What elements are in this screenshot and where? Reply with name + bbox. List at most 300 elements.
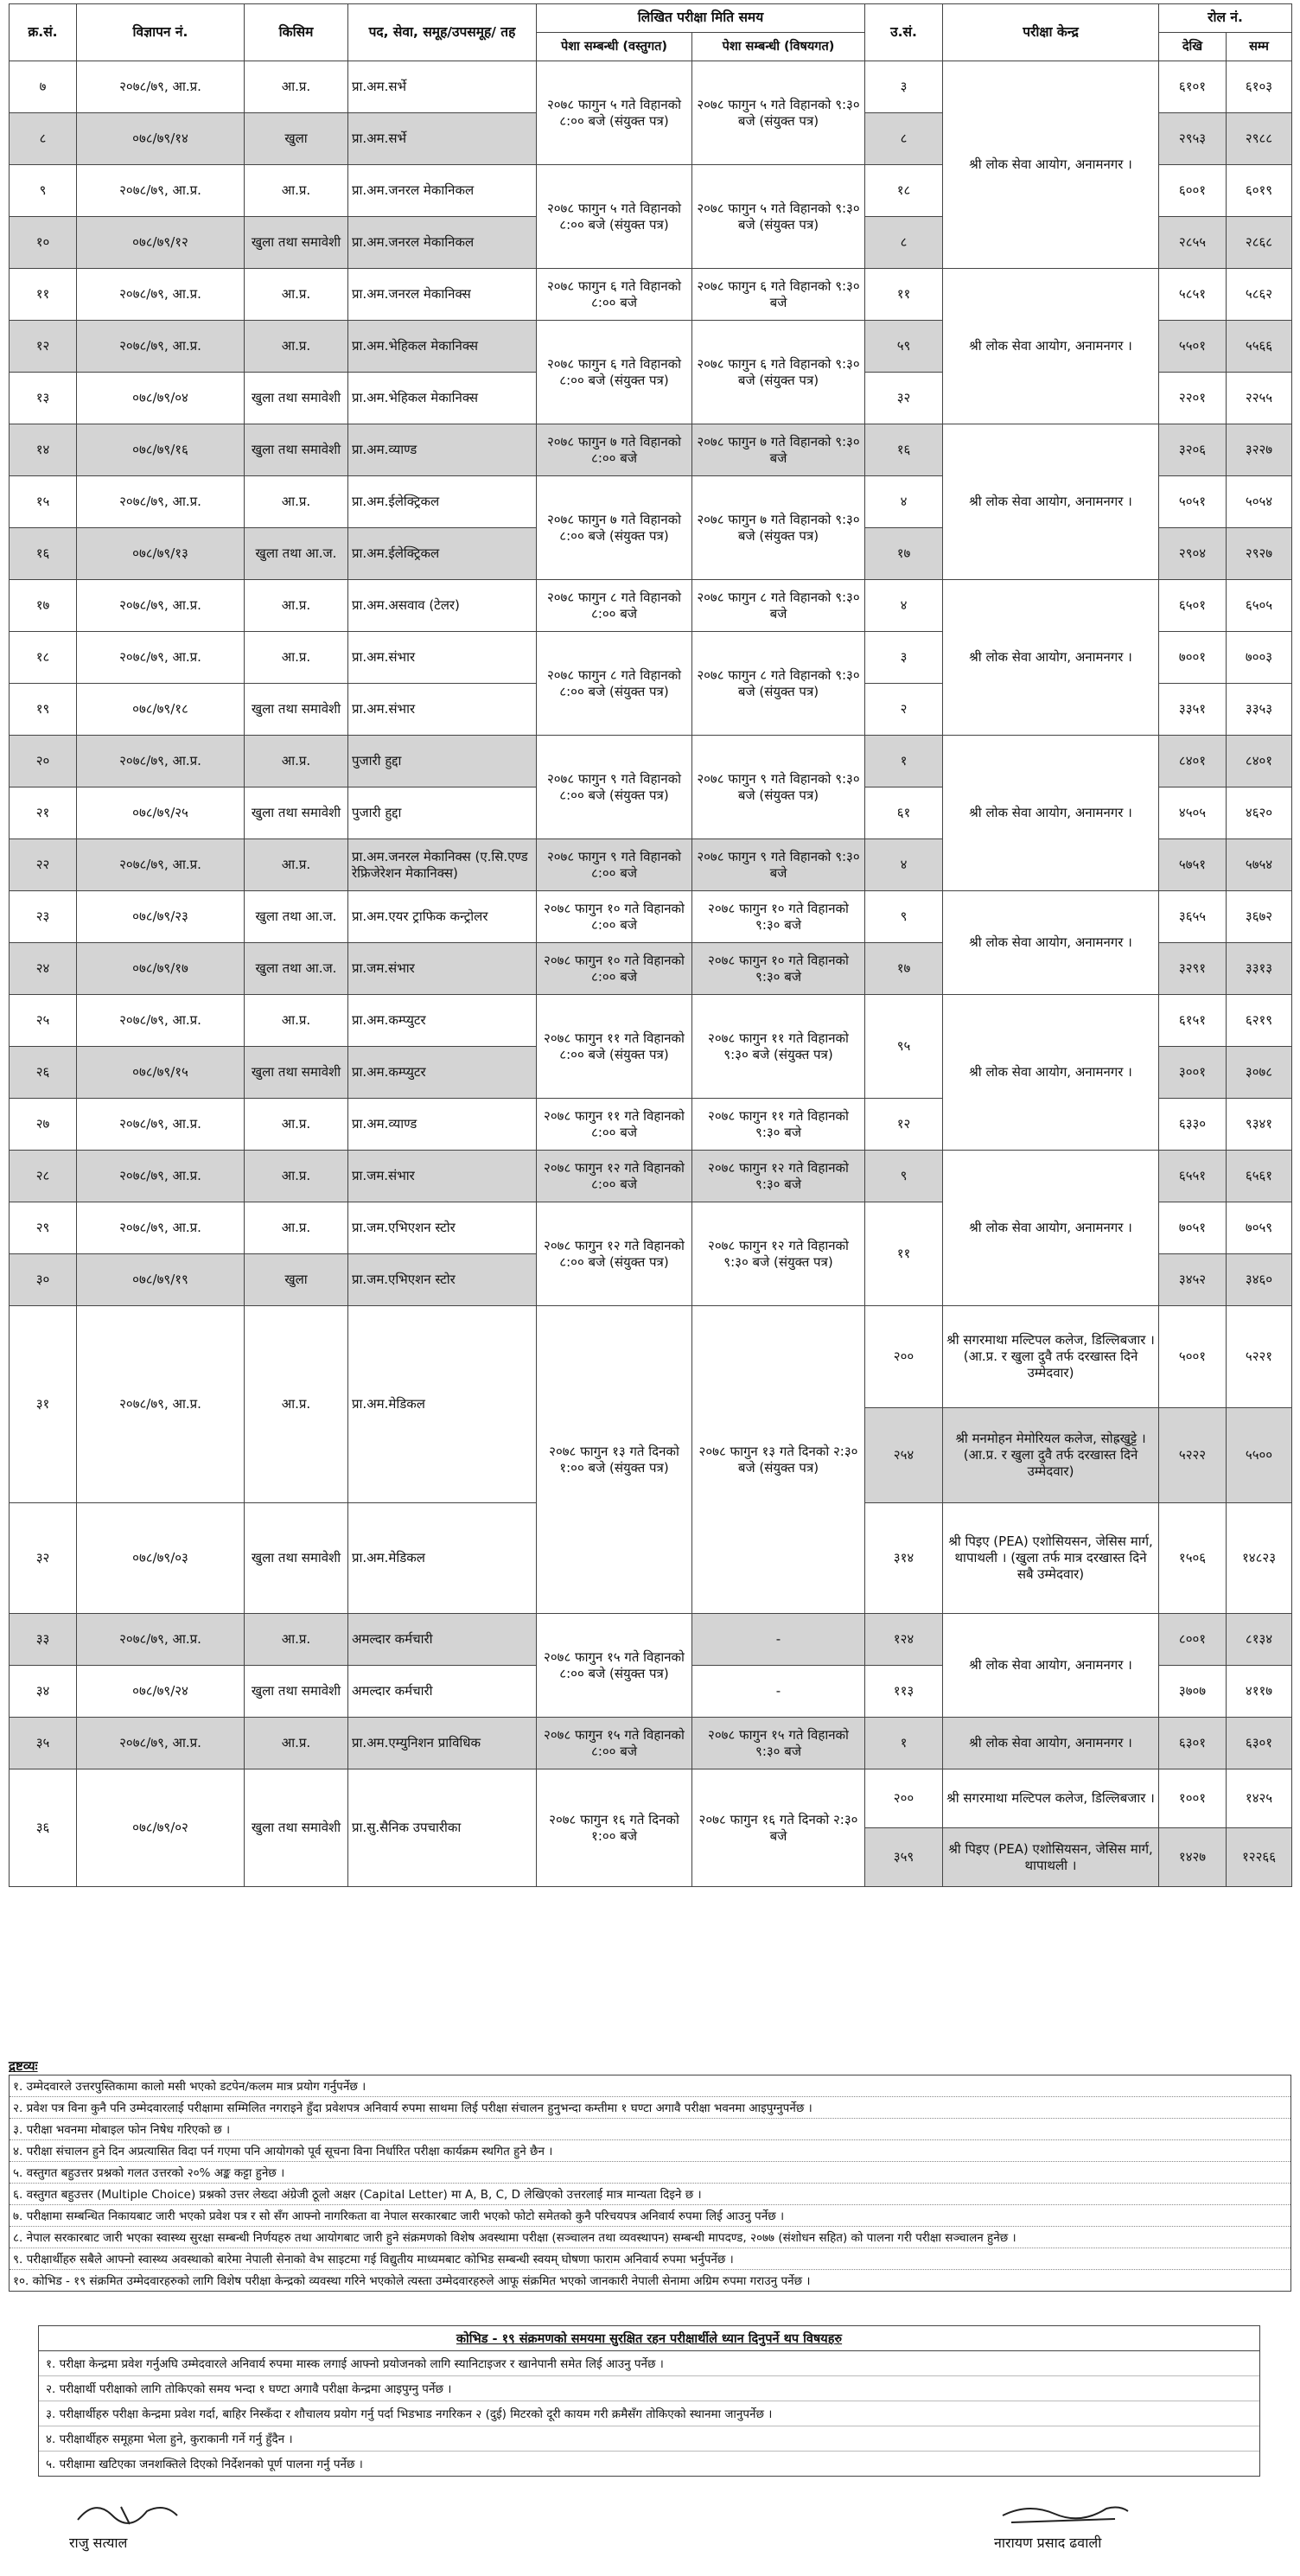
cell-candidates: १२ (865, 1099, 943, 1151)
cell-roll-to: २८६८ (1227, 217, 1292, 269)
cell-time-subjective: २०७८ फागुन १६ गते दिनको २:३० बजे (692, 1769, 865, 1887)
cell-center: श्री लोक सेवा आयोग, अनामनगर । (943, 891, 1159, 995)
cell-time-general: २०७८ फागुन ५ गते विहानको ८:०० बजे (संयुक्त पत्र) (537, 61, 692, 165)
note-item: १. उम्मेदवारले उत्तरपुस्तिकामा कालो मसी भएको डटपेन/कलम मात्र प्रयोग गर्नुपर्नेछ । (10, 2075, 1290, 2097)
cell-post: प्रा.जम.एभिएशन स्टोर (348, 1254, 537, 1306)
cell-candidates: ३५९ (865, 1828, 943, 1887)
cell-roll-from: १५०६ (1159, 1503, 1227, 1614)
cell-center: श्री पिइए (PEA) एशोसियसन, जेसिस मार्ग, थापाथली । (खुला तर्फ मात्र दरखास्त दिने सबै उम्मेदवार) (943, 1503, 1159, 1614)
notes-title: द्रष्टव्यः (9, 2058, 38, 2074)
cell-sn: २४ (10, 943, 77, 995)
cell-center: श्री लोक सेवा आयोग, अनामनगर । (943, 424, 1159, 580)
cell-ad: ०७८/७९/०३ (77, 1503, 245, 1614)
cell-post: प्रा.अम.एयर ट्राफिक कन्ट्रोलर (348, 891, 537, 943)
cell-ad: ०७८/७९/१४ (77, 113, 245, 165)
cell-roll-to: ४११७ (1227, 1666, 1292, 1718)
cell-roll-from: ३७०७ (1159, 1666, 1227, 1718)
cell-candidates: १२४ (865, 1614, 943, 1666)
cell-candidates: ११ (865, 269, 943, 321)
cell-ad: ०७८/७९/२३ (77, 891, 245, 943)
cell-type: खुला तथा समावेशी (245, 684, 348, 736)
cell-candidates: २ (865, 684, 943, 736)
cell-roll-to: ६१०३ (1227, 61, 1292, 113)
cell-sn: १७ (10, 580, 77, 632)
covid-item: ५. परीक्षामा खटिएका जनशक्तिले दिएको निर्देशनको पूर्ण पालना गर्नु पर्नेछ । (46, 2458, 363, 2471)
cell-roll-from: ३६५५ (1159, 891, 1227, 943)
cell-center: श्री लोक सेवा आयोग, अनामनगर । (943, 736, 1159, 891)
cell-candidates: २०० (865, 1769, 943, 1828)
cell-roll-to: १४२५ (1227, 1769, 1292, 1828)
cell-post: प्रा.अम.जनरल मेकानिकल (348, 165, 537, 217)
cell-roll-from: ६३३० (1159, 1099, 1227, 1151)
cell-roll-from: ५७५१ (1159, 839, 1227, 891)
cell-post: प्रा.अम.सर्भे (348, 61, 537, 113)
signature-right (994, 2490, 1132, 2552)
cell-roll-from: ८४०१ (1159, 736, 1227, 787)
cell-roll-from: १४२७ (1159, 1828, 1227, 1887)
cell-roll-to: ६५६१ (1227, 1151, 1292, 1202)
cell-roll-to: ६५०५ (1227, 580, 1292, 632)
note-item: ५. वस्तुगत बहुउत्तर प्रश्नको गलत उत्तरको २०% अङ्क कट्टा हुनेछ । (10, 2162, 1290, 2184)
cell-sn: २१ (10, 787, 77, 839)
cell-post: अमल्दार कर्मचारी (348, 1666, 537, 1718)
cell-candidates: १८ (865, 165, 943, 217)
cell-post: प्रा.अम.मेडिकल (348, 1503, 537, 1614)
cell-roll-to: ८४०१ (1227, 736, 1292, 787)
cell-post: प्रा.अम.ईलेक्ट्रिकल (348, 476, 537, 528)
cell-sn: ३१ (10, 1306, 77, 1503)
cell-roll-from: ३००१ (1159, 1047, 1227, 1099)
cell-roll-from: २८५५ (1159, 217, 1227, 269)
cell-sn: ११ (10, 269, 77, 321)
cell-candidates: २५४ (865, 1408, 943, 1503)
cell-roll-from: २९५३ (1159, 113, 1227, 165)
cell-post: अमल्दार कर्मचारी (348, 1614, 537, 1666)
cell-time-general: २०७८ फागुन ५ गते विहानको ८:०० बजे (संयुक्त पत्र) (537, 165, 692, 269)
cell-candidates: ९ (865, 891, 943, 943)
cell-ad: ०७८/७९/१६ (77, 424, 245, 476)
note-item: ७. परीक्षामा सम्बन्धित निकायबाट जारी भएको प्रवेश पत्र र सो सँग आफ्नो नागरिकता वा नेपाल सरकारबाट जारी भएको फोटो समेतको कुनै परिचयपत्र अनिवार्य रुपमा लिई आउनु पर्नेछ । (10, 2205, 1290, 2227)
cell-type: खुला तथा समावेशी (245, 373, 348, 424)
header-ad-no: विज्ञापन नं. (77, 4, 245, 61)
cell-roll-to: १४८२३ (1227, 1503, 1292, 1614)
signature-left-name: राजु सत्याल (69, 2535, 128, 2551)
signature-right-name: नारायण प्रसाद ढवाली (994, 2535, 1102, 2551)
cell-candidates: ३१४ (865, 1503, 943, 1614)
cell-center: श्री लोक सेवा आयोग, अनामनगर । (943, 1151, 1159, 1306)
cell-sn: ३३ (10, 1614, 77, 1666)
cell-candidates: ३ (865, 632, 943, 684)
cell-roll-from: ६००१ (1159, 165, 1227, 217)
cell-sn: २८ (10, 1151, 77, 1202)
cell-post: पुजारी हुद्दा (348, 787, 537, 839)
note-item: १०. कोभिड - १९ संक्रमित उम्मेदवारहरुको लागि विशेष परीक्षा केन्द्रको व्यवस्था गरिने भएकोले त्यस्ता उम्मेदवारहरुले आफू संक्रमित भएको जानकारी नेपाली सेनामा अग्रिम रुपमा गराउनु पर्नेछ । (13, 2274, 811, 2288)
cell-sn: २३ (10, 891, 77, 943)
cell-center: श्री लोक सेवा आयोग, अनामनगर । (943, 1614, 1159, 1718)
cell-roll-to: ३४६० (1227, 1254, 1292, 1306)
cell-time-general: २०७८ फागुन ६ गते विहानको ८:०० बजे (537, 269, 692, 321)
header-subjective: पेशा सम्बन्धी (विषयगत) (692, 33, 865, 61)
cell-ad: ०७८/७९/२५ (77, 787, 245, 839)
cell-ad: ०७८/७९/१९ (77, 1254, 245, 1306)
cell-roll-from: ६१०१ (1159, 61, 1227, 113)
cell-time-subjective: २०७८ फागुन ८ गते विहानको ९:३० बजे (692, 580, 865, 632)
cell-post: प्रा.अम.सर्भे (348, 113, 537, 165)
cell-ad: २०७८/७९, आ.प्र. (77, 1306, 245, 1503)
covid-item: ४. परीक्षार्थीहरु समूहमा भेला हुने, कुराकानी गर्ने गर्नु हुँदैन । (39, 2426, 1259, 2452)
cell-center: श्री लोक सेवा आयोग, अनामनगर । (943, 580, 1159, 736)
cell-post: प्रा.अम.कम्प्युटर (348, 995, 537, 1047)
cell-candidates: ५९ (865, 321, 943, 373)
cell-roll-to: ३३५३ (1227, 684, 1292, 736)
signature-scribble-icon (69, 2490, 190, 2533)
cell-roll-from: ६५५१ (1159, 1151, 1227, 1202)
cell-roll-to: ५५०० (1227, 1408, 1292, 1503)
cell-time-general: २०७८ फागुन १० गते विहानको ८:०० बजे (537, 891, 692, 943)
cell-type: खुला तथा समावेशी (245, 787, 348, 839)
cell-roll-from: ८००१ (1159, 1614, 1227, 1666)
cell-candidates: ११३ (865, 1666, 943, 1718)
cell-time-subjective: २०७८ फागुन ५ गते विहानको ९:३० बजे (संयुक्त पत्र) (692, 61, 865, 165)
cell-type: खुला (245, 1254, 348, 1306)
header-candidates: उ.सं. (865, 4, 943, 61)
cell-ad: २०७८/७९, आ.प्र. (77, 1614, 245, 1666)
cell-roll-to: २२५५ (1227, 373, 1292, 424)
cell-time-general: २०७८ फागुन ८ गते विहानको ८:०० बजे (संयुक्त पत्र) (537, 632, 692, 736)
signature-left (69, 2490, 190, 2552)
cell-time-general: २०७८ फागुन १० गते विहानको ८:०० बजे (537, 943, 692, 995)
cell-sn: १२ (10, 321, 77, 373)
cell-sn: ३६ (10, 1769, 77, 1887)
cell-roll-from: ४५०५ (1159, 787, 1227, 839)
cell-type: आ.प्र. (245, 1718, 348, 1769)
header-center: परीक्षा केन्द्र (943, 4, 1159, 61)
cell-sn: २० (10, 736, 77, 787)
cell-sn: २२ (10, 839, 77, 891)
cell-roll-to: ८१३४ (1227, 1614, 1292, 1666)
cell-time-subjective: २०७८ फागुन १३ गते दिनको २:३० बजे (संयुक्त पत्र) (692, 1306, 865, 1614)
cell-post: पुजारी हुद्दा (348, 736, 537, 787)
cell-ad: २०७८/७९, आ.प्र. (77, 580, 245, 632)
cell-roll-to: ६०१९ (1227, 165, 1292, 217)
cell-type: आ.प्र. (245, 632, 348, 684)
cell-time-subjective: २०७८ फागुन १५ गते विहानको ९:३० बजे (692, 1718, 865, 1769)
cell-ad: २०७८/७९, आ.प्र. (77, 1151, 245, 1202)
cell-candidates: २०० (865, 1306, 943, 1408)
cell-time-subjective: - (692, 1666, 865, 1718)
header-roll: रोल नं. (1159, 4, 1292, 33)
note-item: ३. परीक्षा भवनमा मोबाइल फोन निषेध गरिएको छ । (10, 2119, 1290, 2140)
cell-sn: ३४ (10, 1666, 77, 1718)
cell-sn: २७ (10, 1099, 77, 1151)
cell-ad: २०७८/७९, आ.प्र. (77, 476, 245, 528)
cell-post: प्रा.अम.एम्युनिशन प्राविधिक (348, 1718, 537, 1769)
cell-ad: २०७८/७९, आ.प्र. (77, 632, 245, 684)
cell-type: आ.प्र. (245, 736, 348, 787)
cell-roll-to: ५५६६ (1227, 321, 1292, 373)
cell-sn: १८ (10, 632, 77, 684)
cell-ad: ०७८/७९/१८ (77, 684, 245, 736)
cell-roll-to: ५८६२ (1227, 269, 1292, 321)
cell-roll-from: ५५०१ (1159, 321, 1227, 373)
cell-sn: १४ (10, 424, 77, 476)
cell-post: प्रा.अम.व्याण्ड (348, 424, 537, 476)
cell-center: श्री मनमोहन मेमोरियल कलेज, सोह्रखुट्टे । (आ.प्र. र खुला दुवै तर्फ दरखास्त दिने उम्मेदवार) (943, 1408, 1159, 1503)
cell-candidates: ६१ (865, 787, 943, 839)
cell-time-subjective: २०७८ फागुन ६ गते विहानको ९:३० बजे (संयुक्त पत्र) (692, 321, 865, 424)
cell-ad: २०७८/७९, आ.प्र. (77, 1099, 245, 1151)
header-roll-to: सम्म (1227, 33, 1292, 61)
covid-item: ३. परीक्षार्थीहरु परीक्षा केन्द्रमा प्रवेश गर्दा, बाहिर निस्कँदा र शौचालय प्रयोग गर्नु पर्दा भिडभाड नगरिकन २ (दुई) मिटरको दूरी कायम गरी क्रमैसँग तोकिएको स्थानमा जानुपर्नेछ । (39, 2401, 1259, 2426)
cell-candidates: ३२ (865, 373, 943, 424)
cell-time-general: २०७८ फागुन १३ गते दिनको १:०० बजे (संयुक्त पत्र) (537, 1306, 692, 1614)
cell-ad: ०७८/७९/१५ (77, 1047, 245, 1099)
cell-ad: २०७८/७९, आ.प्र. (77, 1718, 245, 1769)
cell-candidates: ३ (865, 61, 943, 113)
cell-time-subjective: २०७८ फागुन १० गते विहानको ९:३० बजे (692, 943, 865, 995)
cell-roll-from: ६१५१ (1159, 995, 1227, 1047)
cell-time-subjective: २०७८ फागुन ५ गते विहानको ९:३० बजे (संयुक्त पत्र) (692, 165, 865, 269)
cell-post: प्रा.अम.ईलेक्ट्रिकल (348, 528, 537, 580)
note-item: ६. वस्तुगत बहुउत्तर (Multiple Choice) प्रश्नको उत्तर लेख्दा अंग्रेजी ठूलो अक्षर (Capital Letter) मा A, B, C, D लेखिएको उत्तरलाई मात्र मान्यता दिइने छ । (10, 2184, 1290, 2205)
cell-ad: २०७८/७९, आ.प्र. (77, 165, 245, 217)
cell-candidates: ११ (865, 1202, 943, 1306)
cell-ad: ०७८/७९/०४ (77, 373, 245, 424)
cell-time-subjective: २०७८ फागुन ६ गते विहानको ९:३० बजे (692, 269, 865, 321)
cell-time-general: २०७८ फागुन १२ गते विहानको ८:०० बजे (संयुक्त पत्र) (537, 1202, 692, 1306)
cell-ad: २०७८/७९, आ.प्र. (77, 321, 245, 373)
cell-post: प्रा.अम.भेहिकल मेकानिक्स (348, 321, 537, 373)
cell-type: आ.प्र. (245, 580, 348, 632)
cell-time-general: २०७८ फागुन ७ गते विहानको ८:०० बजे (537, 424, 692, 476)
cell-time-general: २०७८ फागुन १५ गते विहानको ८:०० बजे (संयुक्त पत्र) (537, 1614, 692, 1718)
cell-roll-from: ५२२२ (1159, 1408, 1227, 1503)
cell-ad: २०७८/७९, आ.प्र. (77, 269, 245, 321)
cell-type: खुला तथा समावेशी (245, 1047, 348, 1099)
cell-roll-to: ७०५९ (1227, 1202, 1292, 1254)
cell-type: खुला तथा समावेशी (245, 424, 348, 476)
note-item: ९. परीक्षार्थीहरु सबैले आफ्नो स्वास्थ्य अवस्थाको बारेमा नेपाली सेनाको वेभ साइटमा गई विद्युतीय माध्यमबाट कोभिड सम्बन्धी स्वयम् घोषणा फाराम अनिवार्य रुपमा भर्नुपर्नेछ । (10, 2248, 1290, 2270)
covid-guidelines-box (38, 2325, 1260, 2477)
cell-candidates: ४ (865, 839, 943, 891)
cell-sn: १९ (10, 684, 77, 736)
cell-ad: ०७८/७९/१२ (77, 217, 245, 269)
cell-post: प्रा.जम.एभिएशन स्टोर (348, 1202, 537, 1254)
header-serial: क्र.सं. (10, 4, 77, 61)
covid-item: २. परीक्षार्थी परीक्षाको लागि तोकिएको समय भन्दा १ घण्टा अगावै परीक्षा केन्द्रमा आइपुग्नु पर्नेछ । (39, 2376, 1259, 2401)
cell-roll-to: २९२७ (1227, 528, 1292, 580)
cell-type: खुला तथा आ.ज. (245, 891, 348, 943)
cell-center: श्री लोक सेवा आयोग, अनामनगर । (943, 1718, 1159, 1769)
cell-roll-to: ६३०१ (1227, 1718, 1292, 1769)
cell-post: प्रा.अम.जनरल मेकानिकल (348, 217, 537, 269)
cell-post: प्रा.अम.कम्प्युटर (348, 1047, 537, 1099)
cell-type: आ.प्र. (245, 61, 348, 113)
header-roll-from: देखि (1159, 33, 1227, 61)
cell-sn: ७ (10, 61, 77, 113)
cell-time-general: २०७८ फागुन ९ गते विहानको ८:०० बजे (संयुक्त पत्र) (537, 736, 692, 839)
cell-ad: ०७८/७९/२४ (77, 1666, 245, 1718)
cell-roll-to: ३२२७ (1227, 424, 1292, 476)
cell-post: प्रा.अम.संभार (348, 632, 537, 684)
cell-roll-from: २९०४ (1159, 528, 1227, 580)
cell-sn: १५ (10, 476, 77, 528)
cell-candidates: १ (865, 736, 943, 787)
cell-ad: २०७८/७९, आ.प्र. (77, 61, 245, 113)
cell-sn: १६ (10, 528, 77, 580)
cell-type: खुला तथा समावेशी (245, 1666, 348, 1718)
cell-ad: ०७८/७९/१७ (77, 943, 245, 995)
cell-time-general: २०७८ फागुन ९ गते विहानको ८:०० बजे (537, 839, 692, 891)
cell-sn: ३५ (10, 1718, 77, 1769)
cell-roll-to: ५२२१ (1227, 1306, 1292, 1408)
cell-roll-to: ३६७२ (1227, 891, 1292, 943)
cell-time-general: २०७८ फागुन ११ गते विहानको ८:०० बजे (संयुक्त पत्र) (537, 995, 692, 1099)
cell-center: श्री सगरमाथा मल्टिपल कलेज, डिल्लिबजार । (943, 1769, 1159, 1828)
cell-sn: १० (10, 217, 77, 269)
cell-time-general: २०७८ फागुन ७ गते विहानको ८:०० बजे (संयुक्त पत्र) (537, 476, 692, 580)
header-general: पेशा सम्बन्धी (वस्तुगत) (537, 33, 692, 61)
cell-type: खुला (245, 113, 348, 165)
cell-center: श्री पिइए (PEA) एशोसियसन, जेसिस मार्ग, थापाथली । (943, 1828, 1159, 1887)
cell-ad: २०७८/७९, आ.प्र. (77, 736, 245, 787)
cell-center: श्री सगरमाथा मल्टिपल कलेज, डिल्लिबजार । (आ.प्र. र खुला दुवै तर्फ दरखास्त दिने उम्मेदवार) (943, 1306, 1159, 1408)
note-item: २. प्रवेश पत्र विना कुनै पनि उम्मेदवारलाई परीक्षामा सम्मिलित नगराइने हुँदा प्रवेशपत्र अनिवार्य रुपमा साथमा लिई परीक्षा संचालन हुनुभन्दा कम्तीमा १ घण्टा अगावै परीक्षा भवनमा आइपुग्नुपर्नेछ । (10, 2097, 1290, 2119)
cell-ad: २०७८/७९, आ.प्र. (77, 995, 245, 1047)
cell-type: आ.प्र. (245, 269, 348, 321)
cell-candidates: ९५ (865, 995, 943, 1099)
cell-candidates: १७ (865, 943, 943, 995)
cell-time-general: २०७८ फागुन १५ गते विहानको ८:०० बजे (537, 1718, 692, 1769)
cell-time-subjective: २०७८ फागुन ७ गते विहानको ९:३० बजे (692, 424, 865, 476)
cell-post: प्रा.जम.संभार (348, 1151, 537, 1202)
cell-ad: ०७८/७९/०२ (77, 1769, 245, 1887)
cell-type: आ.प्र. (245, 1099, 348, 1151)
cell-time-subjective: २०७८ फागुन १२ गते विहानको ९:३० बजे (संयुक्त पत्र) (692, 1202, 865, 1306)
cell-center: श्री लोक सेवा आयोग, अनामनगर । (943, 269, 1159, 424)
cell-type: आ.प्र. (245, 1202, 348, 1254)
cell-post: प्रा.जम.संभार (348, 943, 537, 995)
cell-roll-from: ३३५१ (1159, 684, 1227, 736)
cell-time-subjective: २०७८ फागुन ११ गते विहानको ९:३० बजे (संयुक्त पत्र) (692, 995, 865, 1099)
cell-time-general: २०७८ फागुन १२ गते विहानको ८:०० बजे (537, 1151, 692, 1202)
cell-roll-to: ५७५४ (1227, 839, 1292, 891)
cell-post: प्रा.अम.संभार (348, 684, 537, 736)
cell-candidates: ९ (865, 1151, 943, 1202)
notes-box (9, 2075, 1291, 2292)
cell-center: श्री लोक सेवा आयोग, अनामनगर । (943, 61, 1159, 269)
cell-roll-from: ७०५१ (1159, 1202, 1227, 1254)
cell-post: प्रा.अम.जनरल मेकानिक्स (348, 269, 537, 321)
cell-roll-to: ५०५४ (1227, 476, 1292, 528)
cell-time-subjective: २०७८ फागुन १२ गते विहानको ९:३० बजे (692, 1151, 865, 1202)
cell-time-general: २०७८ फागुन १६ गते दिनको १:०० बजे (537, 1769, 692, 1887)
cell-candidates: ४ (865, 580, 943, 632)
cell-candidates: ८ (865, 217, 943, 269)
cell-post: प्रा.अम.जनरल मेकानिक्स (ए.सि.एण्ड रेफ्रिजेरेशन मेकानिक्स) (348, 839, 537, 891)
cell-type: आ.प्र. (245, 839, 348, 891)
cell-candidates: १६ (865, 424, 943, 476)
cell-time-subjective: २०७८ फागुन ८ गते विहानको ९:३० बजे (संयुक्त पत्र) (692, 632, 865, 736)
cell-roll-from: ६३०१ (1159, 1718, 1227, 1769)
cell-time-general: २०७८ फागुन ६ गते विहानको ८:०० बजे (संयुक्त पत्र) (537, 321, 692, 424)
cell-post: प्रा.सु.सैनिक उपचारीका (348, 1769, 537, 1887)
cell-roll-to: ४६२० (1227, 787, 1292, 839)
cell-type: आ.प्र. (245, 165, 348, 217)
cell-type: आ.प्र. (245, 1306, 348, 1503)
exam-schedule-table (9, 3, 1292, 1887)
cell-roll-to: ९३४१ (1227, 1099, 1292, 1151)
cell-roll-to: ३०७८ (1227, 1047, 1292, 1099)
cell-type: खुला तथा समावेशी (245, 217, 348, 269)
cell-type: आ.प्र. (245, 476, 348, 528)
cell-ad: २०७८/७९, आ.प्र. (77, 1202, 245, 1254)
cell-candidates: १ (865, 1718, 943, 1769)
cell-type: खुला तथा समावेशी (245, 1769, 348, 1887)
header-written-exam: लिखित परीक्षा मिति समय (537, 4, 865, 33)
covid-item: १. परीक्षा केन्द्रमा प्रवेश गर्नुअघि उम्मेदवारले अनिवार्य रुपमा मास्क लगाई आफ्नो प्रयोजनको लागि स्यानिटाइजर र खानेपानी समेत लिई आउनु पर्नेछ । (39, 2351, 1259, 2376)
cell-candidates: १७ (865, 528, 943, 580)
cell-roll-to: २९८८ (1227, 113, 1292, 165)
cell-post: प्रा.अम.व्याण्ड (348, 1099, 537, 1151)
cell-ad: ०७८/७९/१३ (77, 528, 245, 580)
cell-time-subjective: - (692, 1614, 865, 1666)
cell-roll-to: १२२६६ (1227, 1828, 1292, 1887)
cell-time-subjective: २०७८ फागुन ११ गते विहानको ९:३० बजे (692, 1099, 865, 1151)
signature-scribble-icon (994, 2490, 1132, 2533)
cell-candidates: ४ (865, 476, 943, 528)
cell-time-subjective: २०७८ फागुन ७ गते विहानको ९:३० बजे (संयुक्त पत्र) (692, 476, 865, 580)
cell-sn: ८ (10, 113, 77, 165)
cell-sn: ३० (10, 1254, 77, 1306)
cell-post: प्रा.अम.असवाव (टेलर) (348, 580, 537, 632)
cell-roll-to: ३३१३ (1227, 943, 1292, 995)
cell-type: खुला तथा आ.ज. (245, 528, 348, 580)
cell-ad: २०७८/७९, आ.प्र. (77, 839, 245, 891)
cell-roll-from: २२०१ (1159, 373, 1227, 424)
cell-time-subjective: २०७८ फागुन ९ गते विहानको ९:३० बजे (692, 839, 865, 891)
cell-sn: २६ (10, 1047, 77, 1099)
cell-type: खुला तथा आ.ज. (245, 943, 348, 995)
cell-roll-from: ६५०१ (1159, 580, 1227, 632)
cell-sn: ९ (10, 165, 77, 217)
cell-type: आ.प्र. (245, 1614, 348, 1666)
cell-time-subjective: २०७८ फागुन ९ गते विहानको ९:३० बजे (संयुक्त पत्र) (692, 736, 865, 839)
cell-sn: २५ (10, 995, 77, 1047)
cell-type: खुला तथा समावेशी (245, 1503, 348, 1614)
cell-sn: २९ (10, 1202, 77, 1254)
cell-time-general: २०७८ फागुन ११ गते विहानको ८:०० बजे (537, 1099, 692, 1151)
note-item: ८. नेपाल सरकारबाट जारी भएका स्वास्थ्य सुरक्षा सम्बन्धी निर्णयहरु तथा आयोगबाट जारी हुने संक्रमणको विशेष अवस्थामा परीक्षा (सञ्चालन तथा व्यवस्थापन) सम्बन्धी मापदण्ड, २०७७ (संशोधन सहित) को पालना गरी परीक्षा सञ्चालन हुनेछ । (10, 2227, 1290, 2248)
cell-type: आ.प्र. (245, 995, 348, 1047)
cell-roll-from: ३४५२ (1159, 1254, 1227, 1306)
cell-post: प्रा.अम.भेहिकल मेकानिक्स (348, 373, 537, 424)
cell-time-general: २०७८ फागुन ८ गते विहानको ८:०० बजे (537, 580, 692, 632)
cell-roll-from: ५८५१ (1159, 269, 1227, 321)
cell-type: आ.प्र. (245, 1151, 348, 1202)
covid-title: कोभिड - १९ संक्रमणको समयमा सुरक्षित रहन परीक्षार्थीले ध्यान दिनुपर्ने थप विषयहरु (39, 2326, 1259, 2351)
header-post: पद, सेवा, समूह/उपसमूह/ तह (348, 4, 537, 61)
cell-roll-from: ५००१ (1159, 1306, 1227, 1408)
cell-roll-to: ६२१९ (1227, 995, 1292, 1047)
cell-roll-from: ३२०६ (1159, 424, 1227, 476)
cell-center: श्री लोक सेवा आयोग, अनामनगर । (943, 995, 1159, 1151)
cell-sn: १३ (10, 373, 77, 424)
cell-post: प्रा.अम.मेडिकल (348, 1306, 537, 1503)
cell-sn: ३२ (10, 1503, 77, 1614)
cell-roll-from: ३२९१ (1159, 943, 1227, 995)
cell-roll-from: ५०५१ (1159, 476, 1227, 528)
